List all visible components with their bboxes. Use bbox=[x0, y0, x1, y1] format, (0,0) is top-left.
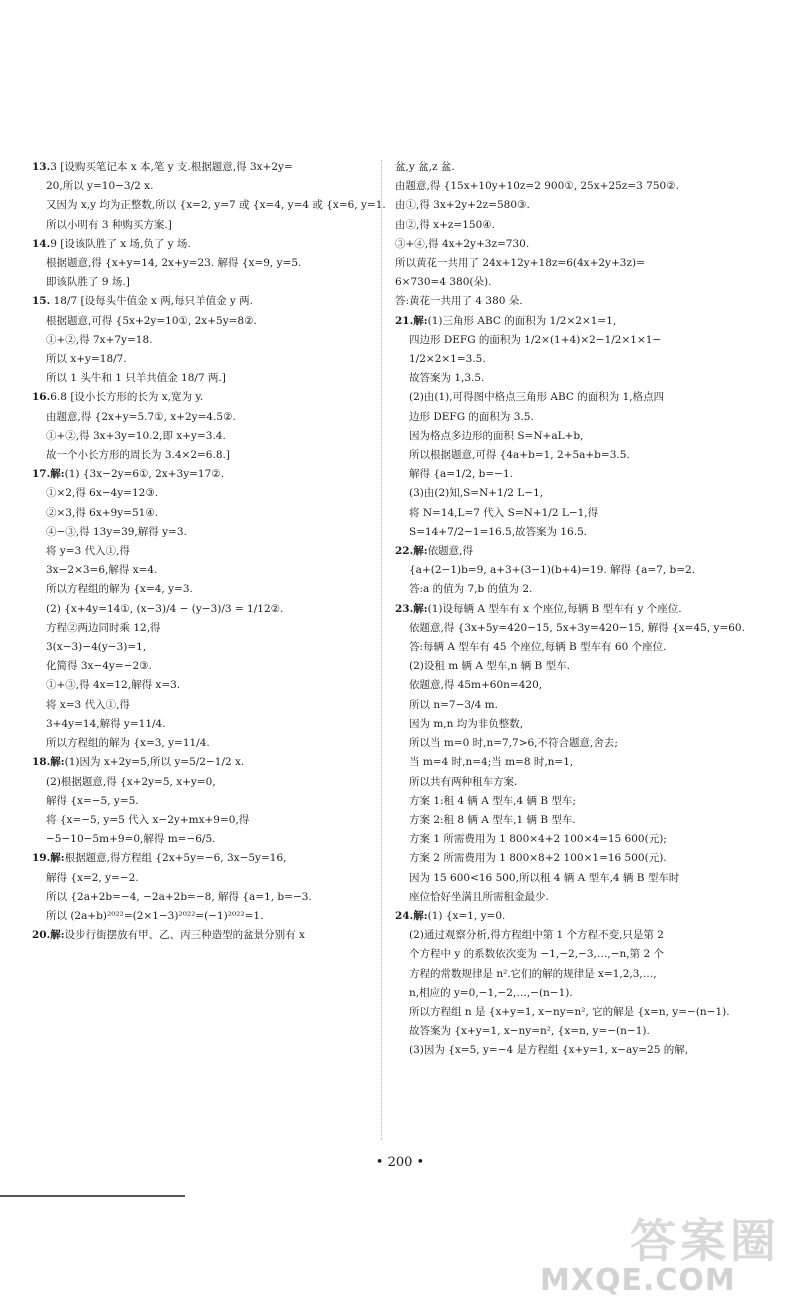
answer-line: 当 m=4 时,n=4;当 m=8 时,n=1, bbox=[409, 756, 574, 769]
answer-line: 由题意,得 {15x+10y+10z=2 900①, 25x+25z=3 750②. bbox=[395, 180, 679, 193]
answer-line: 故一个小长方形的周长为 3.4×2=6.8.] bbox=[46, 449, 230, 462]
answer-line: 四边形 DEFG 的面积为 1/2×(1+4)×2−1/2×1×1− bbox=[409, 333, 662, 346]
answer-line: 方程②两边同时乘 12,得 bbox=[46, 621, 161, 634]
left-column bbox=[32, 158, 386, 945]
question-number: 15. bbox=[32, 295, 51, 308]
answer-line: 3(x−3)−4(y−3)=1, bbox=[46, 641, 147, 654]
answer-line: 所以方程组 n 是 {x+y=1, x−ny=n², 它的解是 {x=n, y=−(n−1). bbox=[409, 1005, 730, 1018]
answer-line: 方案 1:租 4 辆 A 型车,4 辆 B 型车; bbox=[409, 794, 576, 807]
answer-line: 所以 n=7−3/4 m. bbox=[409, 698, 498, 711]
answer-line: 21.解:(1)三角形 ABC 的面积为 1/2×2×1=1, bbox=[395, 314, 617, 327]
answer-line: 1/2×2×1=3.5. bbox=[409, 353, 486, 366]
answer-line: 由题意,得 {2x+y=5.7①, x+2y=4.5②. bbox=[46, 410, 236, 423]
answer-line: 将 y=3 代入①,得 bbox=[46, 545, 130, 558]
answer-line: (3)因为 {x=5, y=−4 是方程组 {x+y=1, x−ay=25 的解, bbox=[409, 1044, 689, 1057]
answer-line: 由①,得 3x+2y+2z=580③. bbox=[395, 199, 530, 212]
question-number: 24.解: bbox=[395, 909, 428, 922]
answer-line: ③+④,得 4x+2y+3z=730. bbox=[395, 237, 530, 250]
answer-line: 边形 DEFG 的面积为 3.5. bbox=[409, 410, 534, 423]
answer-line: 所以 x+y=18/7. bbox=[46, 353, 127, 366]
footer-rule bbox=[0, 1195, 185, 1197]
answer-line: 19.解:根据题意,得方程组 {2x+5y=−6, 3x−5y=16, bbox=[32, 852, 287, 865]
answer-line: −5−10−5m+9=0,解得 m=−6/5. bbox=[46, 833, 216, 846]
answer-line: 20,所以 y=10−3/2 x. bbox=[46, 180, 154, 193]
question-number: 23.解: bbox=[395, 602, 428, 615]
answer-line: 由②,得 x+z=150④. bbox=[395, 218, 496, 231]
answer-line: {a+(2−1)b=9, a+3+(3−1)(b+4)=19. 解得 {a=7, b=2. bbox=[409, 564, 696, 577]
answer-line: 13.3 [设购买笔记本 x 本,笔 y 支.根据题意,得 3x+2y= bbox=[32, 161, 293, 173]
answer-line: 所以 1 头牛和 1 只羊共值金 18/7 两.] bbox=[46, 372, 226, 385]
answer-line: 所以方程组的解为 {x=4, y=3. bbox=[46, 583, 193, 596]
answer-line: 依题意,得 {3x+5y=420−15, 5x+3y=420−15, 解得 {x=45, y=60. bbox=[409, 621, 745, 634]
answer-line: 所以小明有 3 种购买方案.] bbox=[46, 218, 172, 231]
answer-line: 所以根据题意,可得 {4a+b=1, 2+5a+b=3.5. bbox=[409, 449, 630, 462]
answer-line: 座位恰好坐满且所需租金最少. bbox=[409, 890, 549, 903]
answer-line: 根据题意,得 {x+y=14, 2x+y=23. 解得 {x=9, y=5. bbox=[46, 257, 302, 270]
answer-line: 故答案为 1,3.5. bbox=[409, 372, 485, 385]
answer-line: 又因为 x,y 均为正整数,所以 {x=2, y=7 或 {x=4, y=4 或 {x=6, y=1. bbox=[46, 199, 386, 212]
answer-line: 盆,y 盆,z 盆. bbox=[395, 161, 455, 173]
answer-line: 化简得 3x−4y=−2③. bbox=[46, 660, 152, 673]
answer-line: n,相应的 y=0,−1,−2,…,−(n−1). bbox=[409, 986, 573, 999]
watermark-logo-text: 答案圈 bbox=[630, 1214, 780, 1268]
question-number: 13. bbox=[32, 161, 51, 173]
answer-line: 15. 18/7 [设每头牛值金 x 两,每只羊值金 y 两. bbox=[32, 295, 254, 308]
answer-line: 23.解:(1)设每辆 A 型车有 x 个座位,每辆 B 型车有 y 个座位. bbox=[395, 602, 682, 615]
answer-line: 所以 (2a+b)²⁰²²=(2×1−3)²⁰²²=(−1)²⁰²²=1. bbox=[46, 909, 264, 922]
answer-line: 16.6.8 [设小长方形的长为 x,宽为 y. bbox=[32, 391, 204, 404]
answer-line: 答:每辆 A 型车有 45 个座位,每辆 B 型车有 60 个座位. bbox=[409, 641, 667, 654]
answer-line: 22.解:依题意,得 bbox=[395, 545, 473, 558]
answer-line: (2)设租 m 辆 A 型车,n 辆 B 型车. bbox=[409, 660, 570, 673]
answer-line: 个方程中 y 的系数依次变为 −1,−2,−3,…,−n,第 2 个 bbox=[409, 948, 664, 961]
answer-line: 方案 1 所需费用为 1 800×4+2 100×4=15 600(元); bbox=[409, 833, 667, 846]
answer-line: 故答案为 {x+y=1, x−ny=n², {x=n, y=−(n−1). bbox=[409, 1025, 650, 1038]
question-number: 20.解: bbox=[32, 929, 65, 942]
answer-line: ①+②,得 3x+3y=10.2,即 x+y=3.4. bbox=[46, 429, 226, 442]
answer-line: 18.解:(1)因为 x+2y=5,所以 y=5/2−1/2 x. bbox=[32, 756, 245, 769]
answer-line: 解得 {x=2, y=−2. bbox=[46, 871, 139, 884]
right-column bbox=[395, 158, 773, 1061]
answer-line: 14.9 [设该队胜了 x 场,负了 y 场. bbox=[32, 237, 191, 250]
answer-line: ④−③,得 13y=39,解得 y=3. bbox=[46, 525, 187, 538]
answer-line: 3x−2×3=6,解得 x=4. bbox=[46, 564, 158, 577]
column-divider bbox=[381, 160, 382, 1140]
answer-line: ②×3,得 6x+9y=51④. bbox=[46, 506, 159, 519]
answer-line: 20.解:设步行街摆放有甲、乙、丙三种造型的盆景分别有 x bbox=[32, 929, 305, 942]
answer-line: (2)通过观察分析,得方程组中第 1 个方程不变,只是第 2 bbox=[409, 929, 664, 942]
answer-line: 所以黄花一共用了 24x+12y+18z=6(4x+2y+3z)= bbox=[395, 257, 645, 270]
answer-line: 6×730=4 380(朵). bbox=[395, 276, 492, 289]
answer-line: ①+②,得 7x+7y=18. bbox=[46, 333, 153, 346]
watermark-url: MXQE.COM bbox=[540, 1263, 736, 1298]
answer-line: 将 {x=−5, y=5 代入 x−2y+mx+9=0,得 bbox=[46, 813, 250, 826]
answer-line: 将 x=3 代入①,得 bbox=[46, 698, 130, 711]
question-number: 22.解: bbox=[395, 545, 428, 558]
answer-line: 方案 2 所需费用为 1 800×8+2 100×1=16 500(元). bbox=[409, 852, 667, 865]
answer-line: (2)由(1),可得图中格点三角形 ABC 的面积为 1,格点四 bbox=[409, 391, 665, 404]
answer-line: (2)根据题意,得 {x+2y=5, x+y=0, bbox=[46, 775, 216, 788]
question-number: 16. bbox=[32, 391, 51, 404]
question-number: 14. bbox=[32, 237, 51, 250]
answer-line: 因为 m,n 均为非负整数, bbox=[409, 717, 524, 730]
question-number: 19.解: bbox=[32, 852, 65, 865]
answer-line: S=14+7/2−1=16.5,故答案为 16.5. bbox=[409, 525, 588, 538]
answer-line: 将 N=14,L=7 代入 S=N+1/2 L−1,得 bbox=[409, 506, 599, 519]
answer-line: (3)由(2)知,S=N+1/2 L−1, bbox=[409, 487, 544, 500]
answer-line: 答:a 的值为 7,b 的值为 2. bbox=[409, 583, 533, 596]
question-number: 21.解: bbox=[395, 314, 428, 327]
answer-line: 所以 {2a+2b=−4, −2a+2b=−8, 解得 {a=1, b=−3. bbox=[46, 890, 312, 903]
answer-line: 根据题意,可得 {5x+2y=10①, 2x+5y=8②. bbox=[46, 314, 257, 327]
answer-line: 方案 2:租 8 辆 A 型车,1 辆 B 型车. bbox=[409, 813, 576, 826]
answer-line: 3+4y=14,解得 y=11/4. bbox=[46, 717, 166, 730]
answer-line: ①×2,得 6x−4y=12③. bbox=[46, 487, 159, 500]
answer-line: 解得 {x=−5, y=5. bbox=[46, 794, 139, 807]
question-number: 18.解: bbox=[32, 756, 65, 769]
answer-line: 所以方程组的解为 {x=3, y=11/4. bbox=[46, 737, 210, 750]
page-number: • 200 • bbox=[375, 1155, 425, 1170]
answer-line: ①+③,得 4x=12,解得 x=3. bbox=[46, 679, 181, 692]
question-number: 17.解: bbox=[32, 468, 65, 481]
answer-line: 24.解:(1) {x=1, y=0. bbox=[395, 909, 506, 922]
answer-line: 答:黄花一共用了 4 380 朵. bbox=[395, 295, 523, 308]
answer-line: 所以当 m=0 时,n=7,7>6,不符合题意,舍去; bbox=[409, 737, 618, 750]
answer-line: 因为格点多边形的面积 S=N+aL+b, bbox=[409, 429, 584, 442]
answer-line: 因为 15 600<16 500,所以租 4 辆 A 型车,4 辆 B 型车时 bbox=[409, 871, 680, 884]
answer-line: (2) {x+4y=14①, (x−3)/4 − (y−3)/3 = 1/12②. bbox=[46, 602, 284, 615]
answer-line: 17.解:(1) {3x−2y=6①, 2x+3y=17②. bbox=[32, 468, 225, 481]
watermark-logo bbox=[540, 1205, 790, 1305]
answer-line: 所以共有两种租车方案. bbox=[409, 775, 518, 788]
answer-line: 依题意,得 45m+60n=420, bbox=[409, 679, 543, 692]
answer-line: 方程的常数规律是 n².它们的解的规律是 x=1,2,3,…, bbox=[409, 967, 657, 980]
answer-line: 即该队胜了 9 场.] bbox=[46, 276, 130, 289]
answer-line: 解得 {a=1/2, b=−1. bbox=[409, 468, 513, 481]
